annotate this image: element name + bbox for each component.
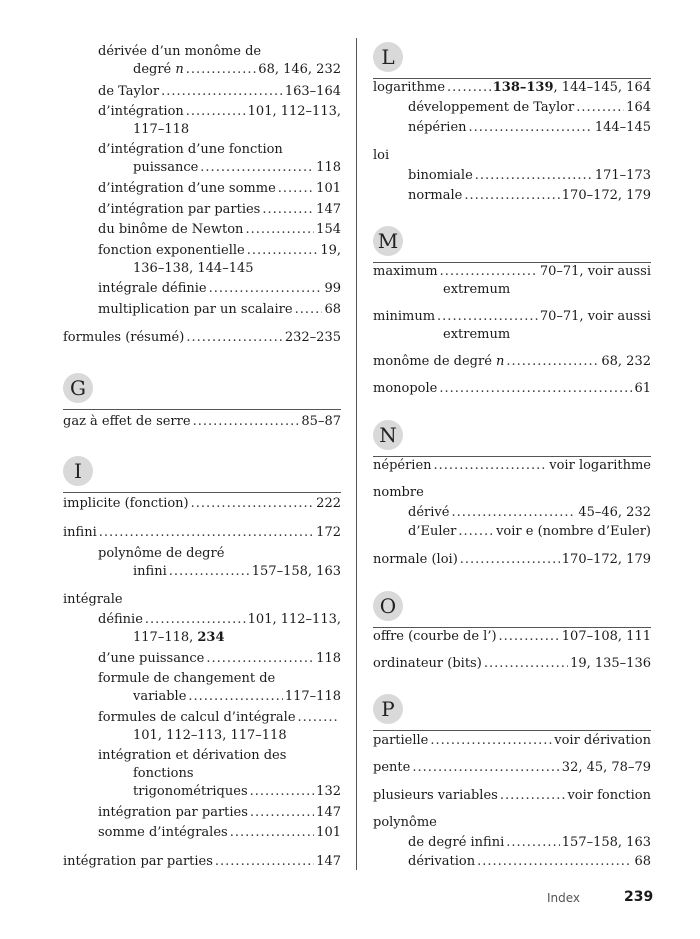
index-entry: multiplication par un scalaire ..... 68 [98, 301, 341, 319]
index-entry: offre (courbe de l’) ..... 107–108, 111 [373, 628, 651, 646]
index-entry: d’intégration d’une fonction puissance ..... 118 [98, 141, 341, 177]
index-entry: d’intégration ..... 101, 112–113, 117–118 [98, 103, 341, 139]
index-entry: monôme de degré n ..... 68, 232 [373, 353, 651, 371]
index-entry: intégration et dérivation des fonctions trigonométriques ..... 132 [98, 747, 341, 801]
index-entry: gaz à effet de serre ..... 85–87 [63, 413, 341, 431]
index-entry: logarithme ..... 138–139, 144–145, 164 [373, 79, 651, 97]
index-entry: d’intégration d’une somme ..... 101 [98, 180, 341, 198]
index-entry: d’Euler ..... voir e (nombre d’Euler) [408, 523, 651, 541]
index-entry: de Taylor ..... 163–164 [98, 83, 341, 101]
letter-badge: M [373, 226, 403, 256]
index-entry: formules (résumé) ..... 232–235 [63, 329, 341, 347]
letter-badge: N [373, 420, 403, 450]
letter-heading-o [373, 591, 651, 628]
letter-rule [373, 730, 651, 731]
index-entry: du binôme de Newton ..... 154 [98, 221, 341, 239]
index-entry: polynôme de degré infini ..... 157–158, 163 [98, 545, 341, 581]
letter-heading-m [373, 226, 651, 263]
index-entry: plusieurs variables ..... voir fonction [373, 787, 651, 805]
index-entry: binomiale ..... 171–173 [408, 167, 651, 185]
index-entry: maximum ..... 70–71, voir aussi extremum [373, 263, 651, 299]
index-entry: intégration par parties ..... 147 [63, 853, 341, 871]
index-entry: développement de Taylor ..... 164 [408, 99, 651, 117]
index-entry: népérien ..... voir logarithme [373, 457, 651, 475]
index-entry: intégrale définie ..... 99 [98, 280, 341, 298]
index-entry: dérivé ..... 45–46, 232 [408, 504, 651, 522]
index-entry: dérivation ..... 68 [408, 853, 651, 871]
index-entry: somme d’intégrales ..... 101 [98, 824, 341, 842]
index-entry: formules de calcul d’intégrale ..... 101, 112–113, 117–118 [98, 709, 341, 745]
index-entry: dérivée d’un monôme de degré n ..... 68, 146, 232 [98, 43, 341, 79]
index-entry: nombre [373, 485, 424, 500]
index-entry: intégration par parties ..... 147 [98, 804, 341, 822]
letter-heading-l [373, 42, 651, 79]
letter-heading-i [63, 456, 341, 493]
index-entry: monopole ..... 61 [373, 380, 651, 398]
index-entry: népérien ..... 144–145 [408, 119, 651, 137]
index-entry: définie ..... 101, 112–113, 117–118, 234 [98, 611, 341, 647]
letter-badge: I [63, 456, 93, 486]
index-entry: intégrale [63, 592, 123, 607]
index-entry: d’intégration par parties ..... 147 [98, 201, 341, 219]
index-entry: normale ..... 170–172, 179 [408, 187, 651, 205]
letter-heading-n [373, 420, 651, 457]
letter-badge: L [373, 42, 403, 72]
letter-badge: P [373, 694, 403, 724]
index-entry: infini ..... 172 [63, 524, 341, 542]
index-entry: ordinateur (bits) ..... 19, 135–136 [373, 655, 651, 673]
index-entry: implicite (fonction) ..... 222 [63, 495, 341, 513]
index-entry: minimum ..... 70–71, voir aussi extremum [373, 308, 651, 344]
letter-rule [63, 409, 341, 410]
index-entry: polynôme [373, 815, 437, 830]
page-number: 239 [624, 889, 654, 905]
index-entry: de degré infini ..... 157–158, 163 [408, 834, 651, 852]
footer-section-label: Index [547, 891, 581, 905]
letter-rule [63, 492, 341, 493]
index-entry: partielle ..... voir dérivation [373, 732, 651, 750]
index-entry: formule de changement de variable ..... 117–118 [98, 670, 341, 706]
letter-heading-p [373, 694, 651, 731]
letter-badge: O [373, 591, 403, 621]
index-entry: pente ..... 32, 45, 78–79 [373, 759, 651, 777]
letter-heading-g [63, 373, 341, 410]
index-entry: normale (loi) ..... 170–172, 179 [373, 551, 651, 569]
index-entry: d’une puissance ..... 118 [98, 650, 341, 668]
index-entry: loi [373, 148, 390, 163]
index-entry: fonction exponentielle ..... 19, 136–138, 144–145 [98, 242, 341, 278]
letter-badge: G [63, 373, 93, 403]
column-divider [356, 38, 357, 870]
